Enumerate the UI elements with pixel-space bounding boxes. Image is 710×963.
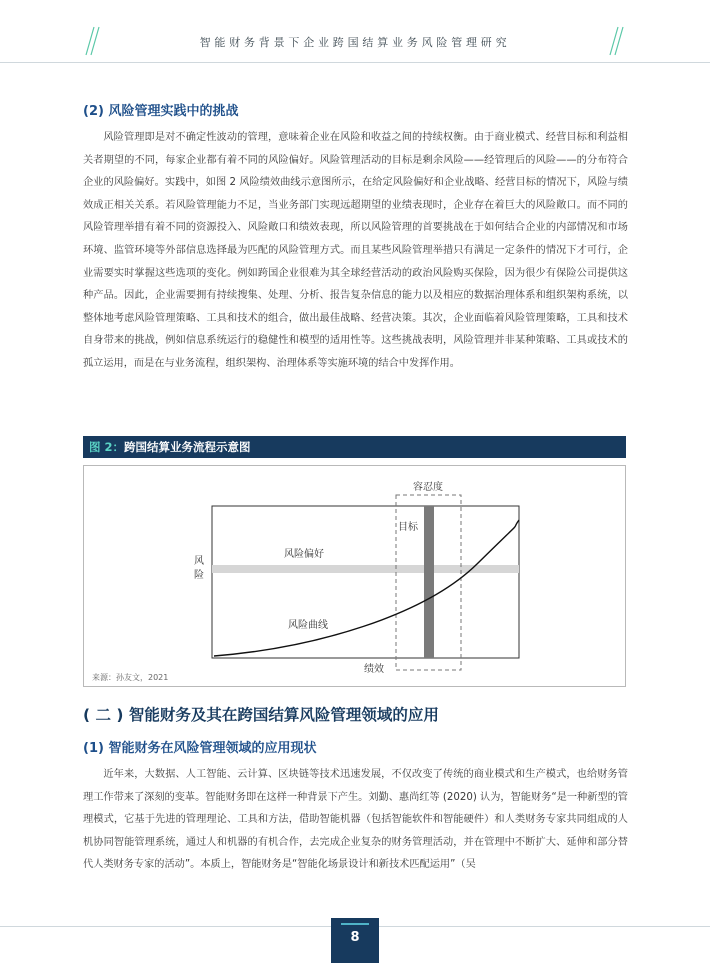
performance-axis-label: 绩效 <box>364 664 384 675</box>
risk-appetite-label: 风险偏好 <box>284 549 324 560</box>
figure-title: 跨国结算业务流程示意图 <box>124 440 251 454</box>
section-heading-smart-finance: ( 二 ) 智能财务及其在跨国结算风险管理领域的应用 <box>83 706 439 724</box>
plot-area <box>212 506 519 658</box>
risk-axis-label: 风险 <box>194 556 204 581</box>
figure-title-bar <box>83 436 626 458</box>
figure-number: 图 2： <box>89 440 125 454</box>
page-number-box <box>331 918 379 963</box>
body-paragraph-smart-finance: 近年来，大数据、人工智能、云计算、区块链等技术迅速发展，不仅改变了传统的商业模式和生产模式，也给财务管理工作带来了深刻的变革。智能财务即在这样一种背景下产生。刘勤、惠尚红等 (2020) 认为，智能财务“是一种新型的管理模式，它基于先进的管理理论、工具和方法，借助智能机器（包括智能软件和智能硬件）和人类财务专家共同组成的人机协同智能管理系统，通过人和机器的有机合作，去完成企业复杂的财务管理活动，并在管理中不断扩大、延伸和部分替代人类财务专家的活动”。本质上，智能财务是“智能化场景设计和新技术匹配运用”（吴 <box>83 769 628 871</box>
header-divider <box>0 62 710 63</box>
target-label: 目标 <box>398 522 418 533</box>
page-number: 8 <box>350 930 360 945</box>
page-header <box>0 0 710 70</box>
page-number-accent <box>341 923 369 925</box>
tolerance-label: 容忍度 <box>413 482 443 493</box>
section-heading-challenges: (2) 风险管理实践中的挑战 <box>83 104 239 119</box>
figure-source: 来源：孙友文，2021 <box>92 673 169 682</box>
subsection-heading-current-status: (1) 智能财务在风险管理领域的应用现状 <box>83 741 317 756</box>
target-bar <box>424 506 434 658</box>
figure-frame <box>83 465 626 687</box>
risk-performance-diagram <box>84 466 627 688</box>
right-slash-ornament <box>608 26 626 56</box>
risk-curve-label: 风险曲线 <box>288 620 328 631</box>
risk-curve <box>214 520 519 656</box>
risk-appetite-band <box>212 565 519 573</box>
body-paragraph-challenges: 风险管理即是对不确定性波动的管理，意味着企业在风险和收益之间的持续权衡。由于商业模式、经营目标和利益相关者期望的不同，每家企业都有着不同的风险偏好。风险管理活动的目标是剩余风险——经管理后的风险——的分布符合企业的风险偏好。实践中，如图 2 风险绩效曲线示意图所示，在给定风险偏好和企业战略、经营目标的情况下，风险与绩效成正相关关系。若风险管理能力不足，当业务部门实现远超期望的业绩表现时，企业存在着巨大的风险敞口。而不同的风险管理举措有着不同的资源投入、风险敞口和绩效表现，所以风险管理的首要挑战在于如何结合企业的内部情况和市场环境、监管环境等外部信息选择最为匹配的风险管理方式。而且某些风险管理举措只有满足一定条件的情况下才可行，企业需要实时掌握这些选项的变化。例如跨国企业很难为其全球经营活动的政治风险购买保险，因为很少有保险公司提供这种产品。因此，企业需要拥有持续搜集、处理、分析、报告复杂信息的能力以及相应的数据治理体系和组织架构系统，以整体地考虑风险管理策略、工具和技术的组合，做出最佳战略、经营决策。其次，企业面临着风险管理策略，工具和技术自身带来的挑战，例如信息系统运行的稳健性和模型的适用性等。这些挑战表明，风险管理并非某种策略、工具或技术的孤立运用，而是在与业务流程，组织架构、治理体系等实施环境的结合中发挥作用。 <box>83 132 628 369</box>
header-title: 智能财务背景下企业跨国结算业务风险管理研究 <box>199 36 511 49</box>
